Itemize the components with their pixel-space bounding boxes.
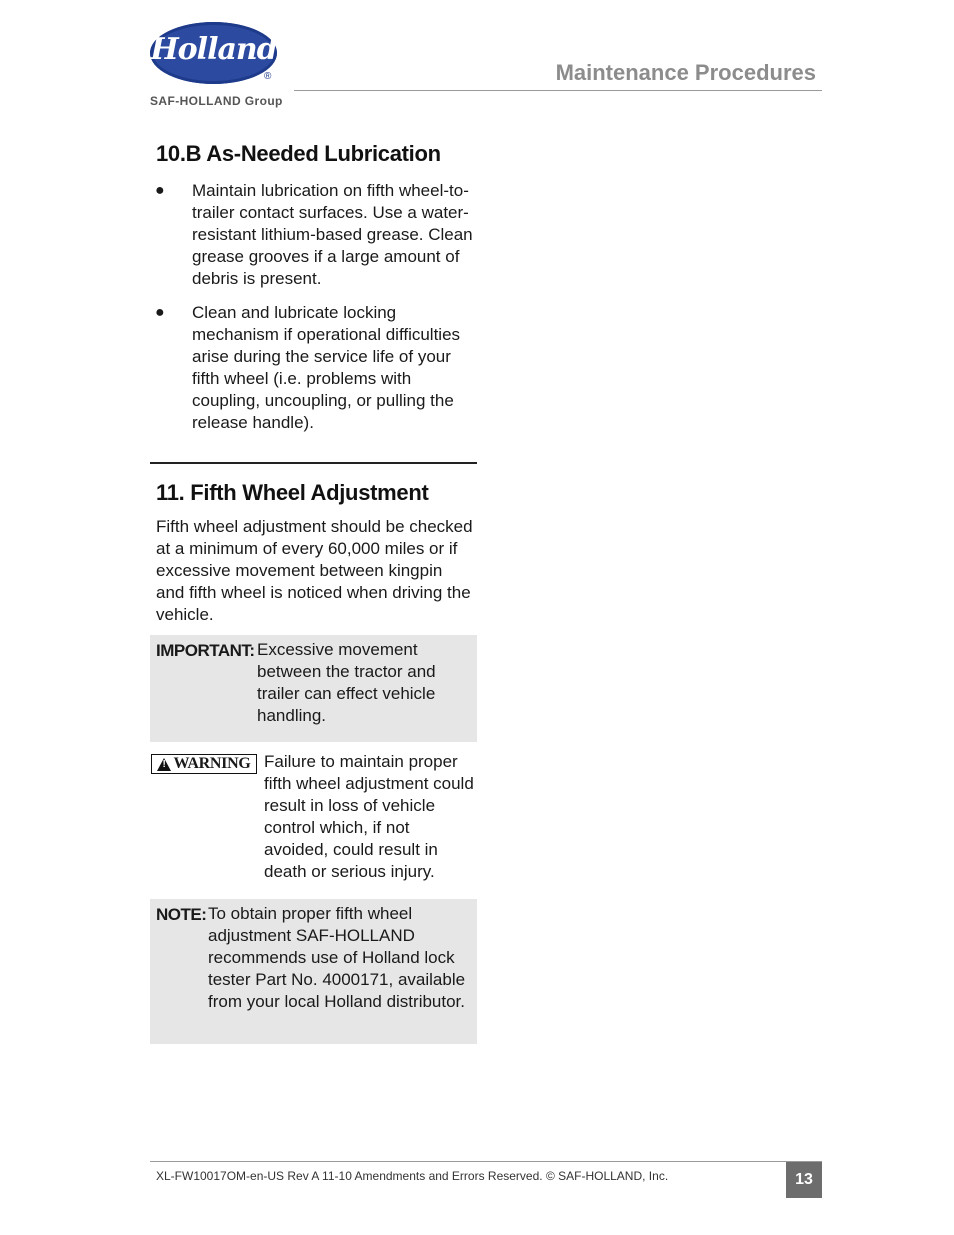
holland-logo bbox=[150, 22, 280, 84]
important-callout bbox=[150, 635, 477, 742]
note-label: NOTE: bbox=[156, 905, 207, 924]
section-divider bbox=[150, 462, 477, 464]
warning-label: WARNING bbox=[173, 755, 251, 772]
lubrication-bullet-list bbox=[150, 180, 477, 446]
warning-triangle-icon bbox=[157, 758, 171, 771]
page-section-title: Maintenance Procedures bbox=[555, 60, 816, 85]
footer-divider bbox=[150, 1161, 822, 1162]
important-text: Excessive movement between the tractor and trailer can effect vehicle handling. bbox=[257, 640, 436, 725]
section-11-body: Fifth wheel adjustment should be checked at a minimum of every 60,000 miles or if excessive movement between kingpin and fifth wheel is noticed when driving the vehicle. bbox=[156, 517, 473, 624]
bullet-text: Maintain lubrication on fifth wheel-to-trailer contact surfaces. Use a water-resistant lithium-based grease. Clean grease grooves if a large amount of debris is present. bbox=[192, 181, 473, 288]
bullet-text: Clean and lubricate locking mechanism if operational difficulties arise during the service life of your fifth wheel (i.e. problems with coupling, uncoupling, or pulling the release handle). bbox=[192, 303, 461, 432]
group-label: SAF-HOLLAND Group bbox=[150, 94, 283, 108]
logo-wordmark: Holland bbox=[150, 32, 277, 67]
bullet-icon: ● bbox=[155, 182, 165, 199]
registered-mark: ® bbox=[264, 71, 272, 82]
note-text: To obtain proper fifth wheel adjustment SAF-HOLLAND recommends use of Holland lock tester Part No. 4000171, available from your local Holland distributor. bbox=[208, 904, 466, 1011]
footer-text: XL-FW10017OM-en-US Rev A 11-10 Amendments and Errors Reserved. © SAF-HOLLAND, Inc. bbox=[156, 1169, 669, 1183]
logo-oval bbox=[150, 22, 277, 84]
page-number: 13 bbox=[786, 1162, 822, 1198]
list-item bbox=[150, 302, 477, 434]
warning-text: Failure to maintain proper fifth wheel adjustment could result in loss of vehicle control which, if not avoided, could result in death or serious injury. bbox=[264, 752, 474, 881]
header-divider bbox=[294, 90, 822, 91]
list-item bbox=[150, 180, 477, 290]
important-label: IMPORTANT: bbox=[156, 641, 255, 660]
warning-badge bbox=[151, 754, 257, 774]
bullet-icon: ● bbox=[155, 304, 165, 321]
section-11-title: 11. Fifth Wheel Adjustment bbox=[156, 480, 429, 505]
section-10b-title: 10.B As-Needed Lubrication bbox=[156, 141, 441, 166]
note-callout bbox=[150, 899, 477, 1044]
